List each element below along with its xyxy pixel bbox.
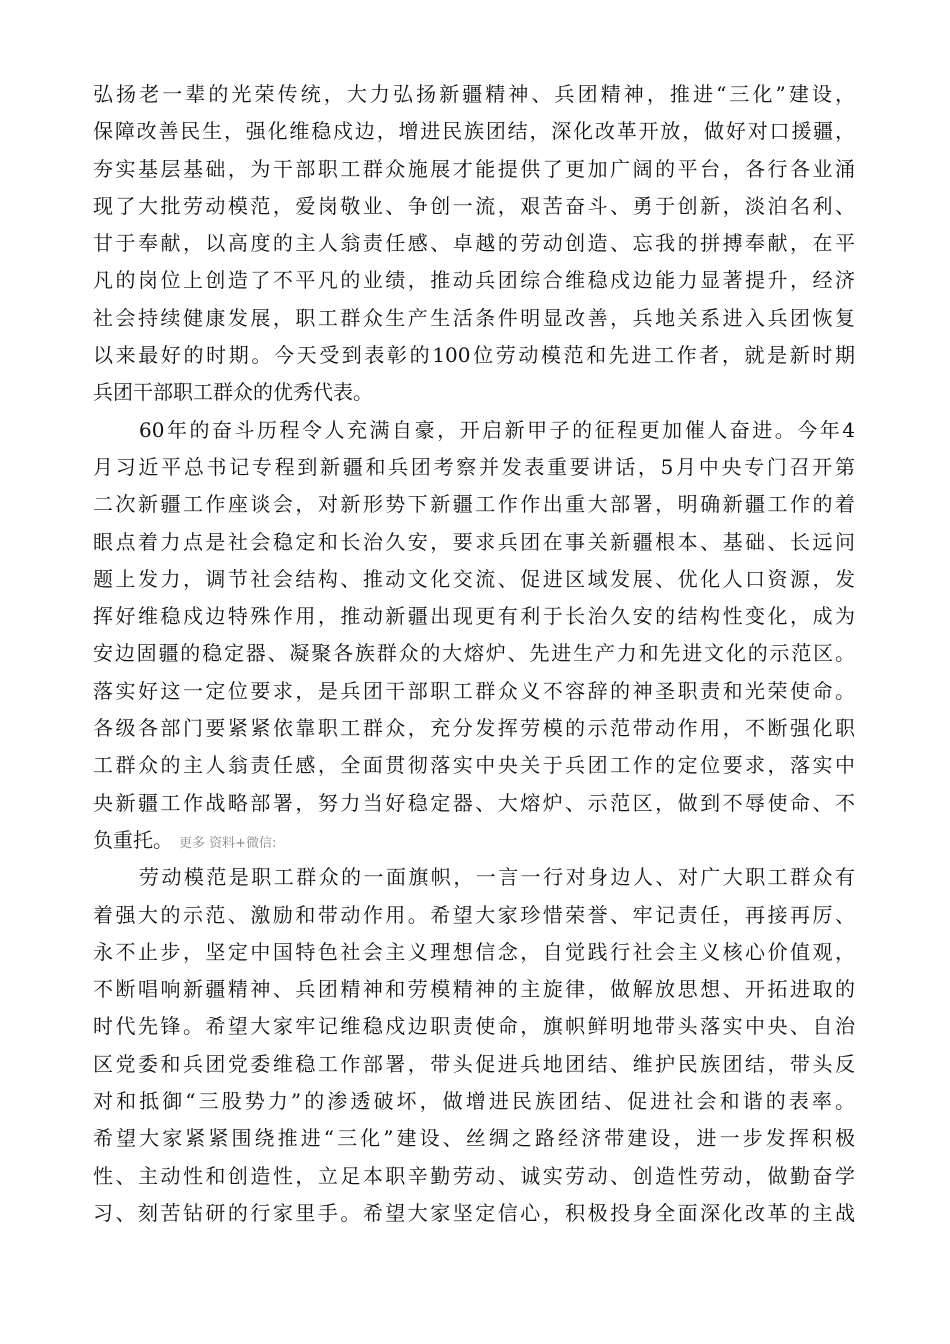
line-text: 凡的岗位上创造了不平凡的业绩，推动兵团综合维稳戍边能力显著提升，经济 xyxy=(93,268,855,293)
text-line xyxy=(93,859,855,896)
line-text: 保障改善民生，强化维稳戍边，增进民族团结，深化改革开放，做好对口援疆， xyxy=(93,119,855,144)
line-text: 60年的奋斗历程令人充满自豪，开启新甲子的征程更加催人奋进。今年4 xyxy=(139,417,855,442)
text-line xyxy=(93,971,855,1008)
line-text: 对和抵御“三股势力”的渗透破坏，做增进民族团结、促进社会和谐的表率。 xyxy=(93,1089,855,1114)
line-text: 不断唱响新疆精神、兵团精神和劳模精神的主旋律，做解放思想、开拓进取的 xyxy=(93,977,855,1002)
text-line xyxy=(93,225,855,262)
text-line xyxy=(93,561,855,598)
text-line xyxy=(93,635,855,672)
line-text: 甘于奉献，以高度的主人翁责任感、卓越的劳动创造、忘我的拼搏奉献，在平 xyxy=(93,231,855,256)
text-line xyxy=(93,1083,855,1120)
line-text: 性、主动性和创造性，立足本职辛勤劳动、诚实劳动、创造性劳动，做勤奋学 xyxy=(93,1163,855,1188)
line-text: 夯实基层基础，为干部职工群众施展才能提供了更加广阔的平台，各行各业涌 xyxy=(93,156,855,181)
line-text: 社会持续健康发展，职工群众生产生活条件明显改善，兵地关系进入兵团恢复 xyxy=(93,305,855,330)
line-text: 永不止步，坚定中国特色社会主义理想信念，自觉践行社会主义核心价值观， xyxy=(93,939,855,964)
text-line xyxy=(93,1195,855,1232)
line-text: 工群众的主人翁责任感，全面贯彻落实中央关于兵团工作的定位要求，落实中 xyxy=(93,753,855,778)
text-line xyxy=(93,188,855,225)
text-line xyxy=(93,524,855,561)
paragraph xyxy=(93,859,855,1232)
line-text: 着强大的示范、激励和带动作用。希望大家珍惜荣誉、牢记责任，再接再厉、 xyxy=(93,902,855,927)
line-text: 劳动模范是职工群众的一面旗帜，一言一行对身边人、对广大职工群众有 xyxy=(139,865,855,890)
text-line xyxy=(93,337,855,374)
line-text: 各级各部门要紧紧依靠职工群众，充分发挥劳模的示范带动作用，不断强化职 xyxy=(93,716,855,741)
line-text: 以来最好的时期。今天受到表彰的100位劳动模范和先进工作者，就是新时期 xyxy=(93,343,855,368)
line-text: 负重托。 xyxy=(93,827,173,852)
text-line xyxy=(93,598,855,635)
text-line xyxy=(93,934,855,971)
paragraph xyxy=(93,76,855,412)
text-line xyxy=(93,673,855,710)
line-text: 挥好维稳戍边特殊作用，推动新疆出现更有利于长治久安的结构性变化，成为 xyxy=(93,604,855,629)
line-text: 兵团干部职工群众的优秀代表。 xyxy=(93,380,373,405)
line-text: 题上发力，调节社会结构、推动文化交流、促进区域发展、优化人口资源，发 xyxy=(93,566,855,591)
text-line xyxy=(93,151,855,188)
text-line xyxy=(93,1120,855,1157)
text-line xyxy=(93,1046,855,1083)
line-text: 央新疆工作战略部署，努力当好稳定器、大熔炉、示范区，做到不辱使命、不 xyxy=(93,790,855,815)
line-text: 眼点着力点是社会稳定和长治久安，要求兵团在事关新疆根本、基础、长远问 xyxy=(93,529,855,554)
line-text: 希望大家紧紧围绕推进“三化”建设、丝绸之路经济带建设，进一步发挥积极 xyxy=(93,1126,855,1151)
text-line xyxy=(93,412,855,449)
text-line xyxy=(93,1158,855,1195)
line-text: 区党委和兵团党委维稳工作部署，带头促进兵地团结、维护民族团结，带头反 xyxy=(93,1051,855,1076)
text-line xyxy=(93,1008,855,1045)
text-line xyxy=(93,374,855,411)
watermark-note: 更多 资料+微信: xyxy=(179,835,277,851)
document-page xyxy=(93,76,855,1232)
line-text: 落实好这一定位要求，是兵团干部职工群众义不容辞的神圣职责和光荣使命。 xyxy=(93,678,855,703)
text-line xyxy=(93,300,855,337)
line-text: 安边固疆的稳定器、凝聚各族群众的大熔炉、先进生产力和先进文化的示范区。 xyxy=(93,641,855,666)
text-line xyxy=(93,262,855,299)
text-line xyxy=(93,785,855,822)
text-line xyxy=(93,113,855,150)
paragraph xyxy=(93,412,855,860)
line-text: 现了大批劳动模范，爱岗敬业、争创一流，艰苦奋斗、勇于创新，淡泊名利、 xyxy=(93,193,855,218)
text-line xyxy=(93,486,855,523)
text-line xyxy=(93,710,855,747)
text-line xyxy=(93,76,855,113)
text-line xyxy=(93,747,855,784)
line-text: 弘扬老一辈的光荣传统，大力弘扬新疆精神、兵团精神，推进“三化”建设， xyxy=(93,82,855,106)
text-line xyxy=(93,449,855,486)
text-line xyxy=(93,822,855,859)
line-text: 习、刻苦钻研的行家里手。希望大家坚定信心，积极投身全面深化改革的主战 xyxy=(93,1200,855,1225)
text-line xyxy=(93,897,855,934)
line-text: 月习近平总书记专程到新疆和兵团考察并发表重要讲话，5月中央专门召开第 xyxy=(93,454,855,479)
line-text: 二次新疆工作座谈会，对新形势下新疆工作作出重大部署，明确新疆工作的着 xyxy=(93,492,855,517)
line-text: 时代先锋。希望大家牢记维稳戍边职责使命，旗帜鲜明地带头落实中央、自治 xyxy=(93,1014,855,1039)
